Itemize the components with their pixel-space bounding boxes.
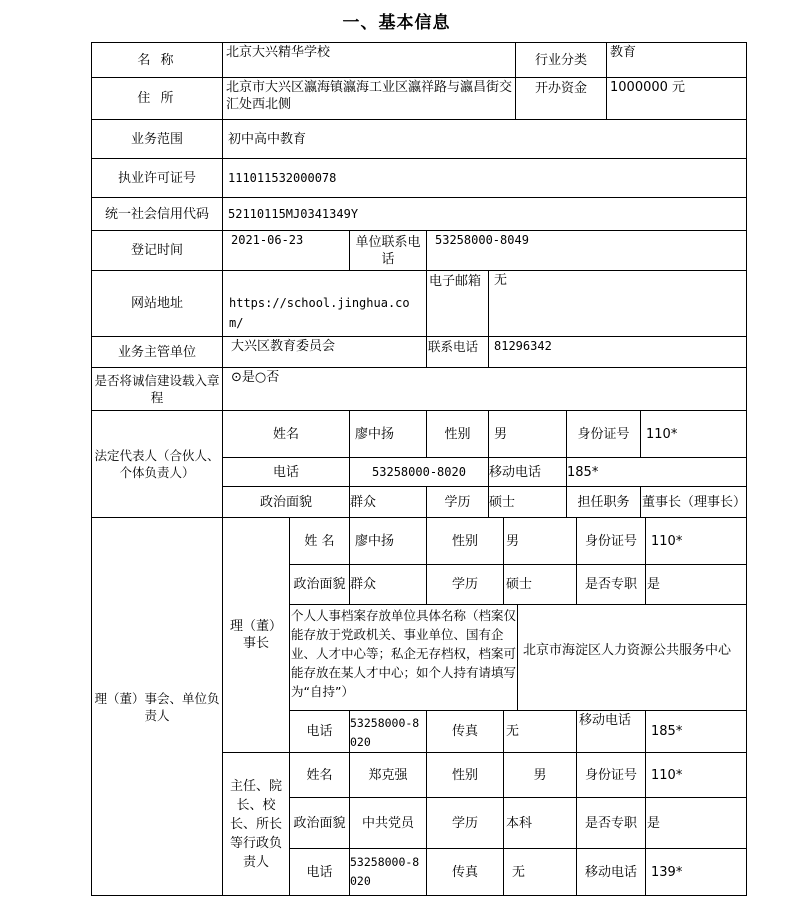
chairman-fax-label: 传真 [426,710,504,753]
admin-politics: 中共党员 [349,797,427,849]
chairman-gender-label: 性别 [426,517,504,565]
value-credit-code: 52110115MJ0341349Y [222,197,747,231]
label-chairman: 理（董）事长 [222,517,290,753]
label-contact-phone: 联系电话 [426,336,489,368]
label-supervisor: 业务主管单位 [91,336,223,368]
value-contact-phone: 81296342 [488,336,747,368]
legal-rep-phone: 53258000-8020 [349,457,489,487]
value-scope: 初中高中教育 [222,119,747,159]
chairman-politics: 群众 [349,564,427,605]
value-industry: 教育 [606,42,747,78]
chairman-fulltime-label: 是否专职 [576,564,646,605]
value-supervisor: 大兴区教育委员会 [222,336,427,368]
admin-name-label: 姓名 [289,752,350,798]
legal-rep-name-label: 姓名 [222,410,350,458]
chairman-fax: 无 [503,710,577,753]
value-reg-time: 2021-06-23 [222,230,350,271]
chairman-id-label: 身份证号 [576,517,646,565]
legal-rep-mobile-label: 移动电话 [488,457,567,487]
chairman-mobile: 185* [645,710,747,753]
label-credit-code: 统一社会信用代码 [91,197,223,231]
label-license: 执业许可证号 [91,158,223,198]
legal-rep-gender-label: 性别 [426,410,489,458]
value-integrity[interactable]: ⊙是○否 [222,367,747,411]
legal-rep-phone-label: 电话 [222,457,350,487]
legal-rep-position: 董事长（理事长） [640,486,747,518]
legal-rep-position-label: 担任职务 [566,486,641,518]
chairman-gender: 男 [503,517,577,565]
chairman-politics-label: 政治面貌 [289,564,350,605]
label-email: 电子邮箱 [426,270,489,337]
label-website: 网站地址 [91,270,223,337]
legal-rep-politics-label: 政治面貌 [222,486,350,518]
label-council: 理（董）事会、单位负责人 [91,517,223,896]
admin-id: 110* [645,752,747,798]
value-capital: 1000000 元 [606,77,747,120]
chairman-archive-unit: 北京市海淀区人力资源公共服务中心 [517,604,747,711]
chairman-name: 廖中扬 [349,517,427,565]
admin-phone: 53258000-8020 [349,848,427,896]
admin-fulltime: 是 [645,797,747,849]
legal-rep-education: 硕士 [488,486,567,518]
admin-gender: 男 [503,752,577,798]
chairman-id: 110* [645,517,747,565]
value-unit-phone: 53258000-8049 [426,230,747,271]
chairman-phone: 53258000-8020 [349,710,427,753]
value-email: 无 [488,270,747,337]
label-reg-time: 登记时间 [91,230,223,271]
label-integrity: 是否将诚信建设载入章程 [91,367,223,411]
admin-phone-label: 电话 [289,848,350,896]
label-scope: 业务范围 [91,119,223,159]
value-license: 111011532000078 [222,158,747,198]
label-legal-rep: 法定代表人（合伙人、个体负责人） [91,410,223,518]
admin-mobile-label: 移动电话 [576,848,646,896]
admin-education-label: 学历 [426,797,504,849]
value-website[interactable]: https://school.jinghua.com/ [222,270,427,337]
label-industry: 行业分类 [515,42,607,78]
admin-fax: 无 [503,848,577,896]
label-admin-head: 主任、院长、校长、所长等行政负责人 [222,752,290,896]
legal-rep-id: 110* [640,410,747,458]
admin-id-label: 身份证号 [576,752,646,798]
admin-politics-label: 政治面貌 [289,797,350,849]
chairman-fulltime: 是 [645,564,747,605]
admin-gender-label: 性别 [426,752,504,798]
admin-education: 本科 [503,797,577,849]
legal-rep-education-label: 学历 [426,486,489,518]
admin-mobile: 139* [645,848,747,896]
legal-rep-gender: 男 [488,410,567,458]
value-address: 北京市大兴区瀛海镇瀛海工业区瀛祥路与瀛昌街交汇处西北侧 [222,77,516,120]
chairman-name-label: 姓 名 [289,517,350,565]
chairman-education: 硕士 [503,564,577,605]
admin-fax-label: 传真 [426,848,504,896]
chairman-mobile-label: 移动电话 [576,710,646,753]
label-name: 名 称 [91,42,223,78]
chairman-phone-label: 电话 [289,710,350,753]
legal-rep-politics: 群众 [349,486,427,518]
page-title: 一、基本信息 [342,13,451,33]
label-unit-phone: 单位联系电话 [349,230,427,271]
legal-rep-id-label: 身份证号 [566,410,641,458]
legal-rep-name: 廖中扬 [349,410,427,458]
label-address: 住 所 [91,77,223,120]
chairman-education-label: 学历 [426,564,504,605]
value-name: 北京大兴精华学校 [222,42,516,78]
admin-fulltime-label: 是否专职 [576,797,646,849]
admin-name: 郑克强 [349,752,427,798]
label-capital: 开办资金 [515,77,607,120]
chairman-archive-label: 个人人事档案存放单位具体名称（档案仅能存放于党政机关、事业单位、国有企业、人才中心等；私企无存档权，档案可能存放在某人才中心；如个人持有请填写为“自持”） [289,604,518,711]
legal-rep-mobile: 185* [566,457,747,487]
